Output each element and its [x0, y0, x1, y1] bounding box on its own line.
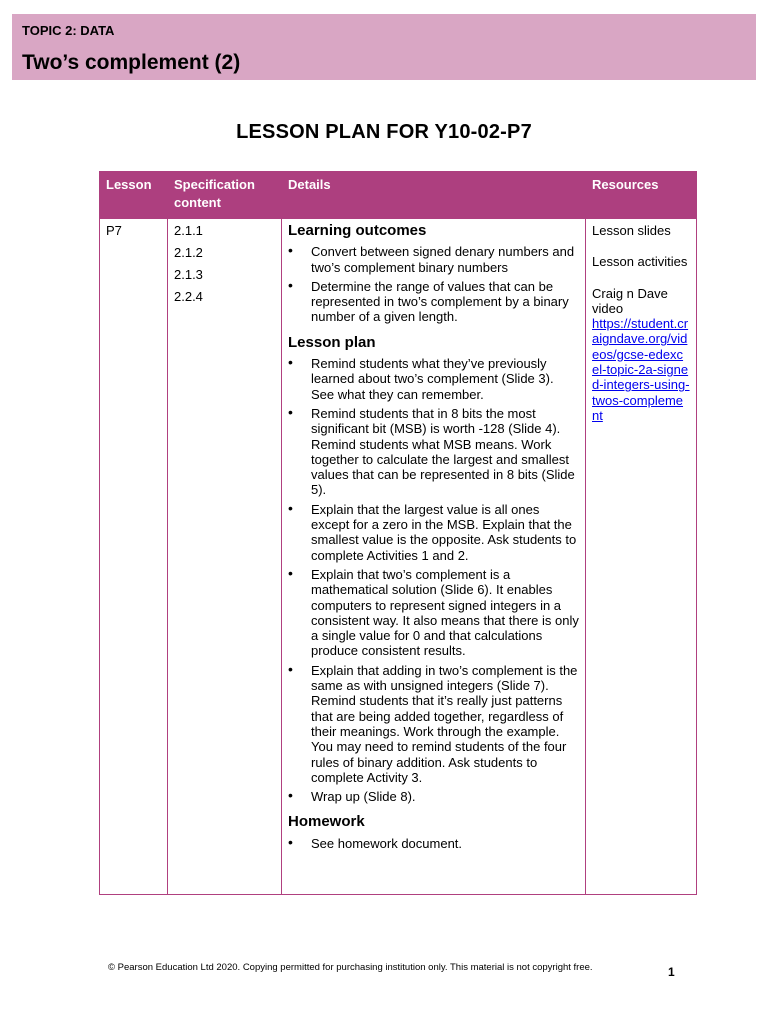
list-item: • Remind students what they’ve previously learned about two’s complement (Slide 3). See what they can remember. [288, 356, 579, 402]
topic-label: TOPIC 2: DATA [22, 23, 115, 38]
homework-list [288, 836, 579, 851]
table-header-row [100, 172, 697, 219]
table-row [100, 219, 697, 895]
list-item: • Determine the range of values that can be represented in two’s complement by a binary number of a given length. [288, 279, 579, 325]
resource-video: Craig n Dave video [592, 285, 668, 316]
page-title: Two’s complement (2) [22, 51, 241, 74]
resource-activities: Lesson activities [592, 254, 688, 270]
learning-outcomes-heading: Learning outcomes [288, 222, 427, 239]
column-header-details: Details [282, 172, 586, 219]
resource-slides: Lesson slides [592, 223, 671, 238]
list-item: • Wrap up (Slide 8). [288, 789, 579, 804]
resources-cell [586, 219, 697, 895]
lesson-plan-title: LESSON PLAN FOR Y10-02-P7 [236, 121, 532, 143]
lesson-plan-list [288, 356, 579, 804]
lesson-cell: P7 [100, 219, 168, 895]
list-item: • Explain that two’s complement is a mathematical solution (Slide 6). It enables computers to represent signed integers in a consistent way. It also means that there is only a single value for 0 and that calculations produce consistent results. [288, 567, 579, 659]
column-header-lesson: Lesson [100, 172, 168, 219]
page-number: 1 [668, 965, 675, 979]
homework-heading: Homework [288, 813, 365, 831]
learning-outcomes-list [288, 244, 579, 324]
list-item: • Remind students that in 8 bits the most significant bit (MSB) is worth -128 (Slide 4). Remind students what MSB means. Work together to calculate the largest and smallest values that can be represented in 8 bits (Slide 5). [288, 406, 579, 498]
column-header-resources: Resources [586, 172, 697, 219]
spec-code: 2.1.3 [174, 267, 203, 282]
column-header-specification: Specification content [168, 172, 282, 219]
list-item: • Explain that adding in two’s complement is the same as with unsigned integers (Slide 7). Remind students that it’s really just patterns that are being added together, regardless of their meanings. Work through the example. You may need to remind students of the four rules of binary addition. Ask students to complete Activity 3. [288, 663, 579, 785]
list-item: • See homework document. [288, 836, 579, 851]
list-item: • Explain that the largest value is all ones except for a zero in the MSB. Explain that the smallest value is the opposite. Ask students to complete Activities 1 and 2. [288, 502, 579, 563]
details-cell [282, 219, 586, 895]
video-link[interactable]: https://student.craigndave.org/videos/gcse-edexcel-topic-2a-signed-integers-using-twos-complement [592, 316, 690, 423]
copyright-footer: © Pearson Education Ltd 2020. Copying permitted for purchasing institution only. This material is not copyright free. [108, 962, 593, 973]
spec-code: 2.1.2 [174, 245, 203, 260]
lesson-plan-table [99, 171, 697, 895]
topic-banner [12, 14, 756, 80]
specification-cell [168, 219, 282, 895]
spec-code: 2.2.4 [174, 289, 203, 304]
list-item: • Convert between signed denary numbers and two’s complement binary numbers [288, 244, 579, 275]
spec-code: 2.1.1 [174, 223, 203, 238]
lesson-plan-heading: Lesson plan [288, 333, 376, 351]
